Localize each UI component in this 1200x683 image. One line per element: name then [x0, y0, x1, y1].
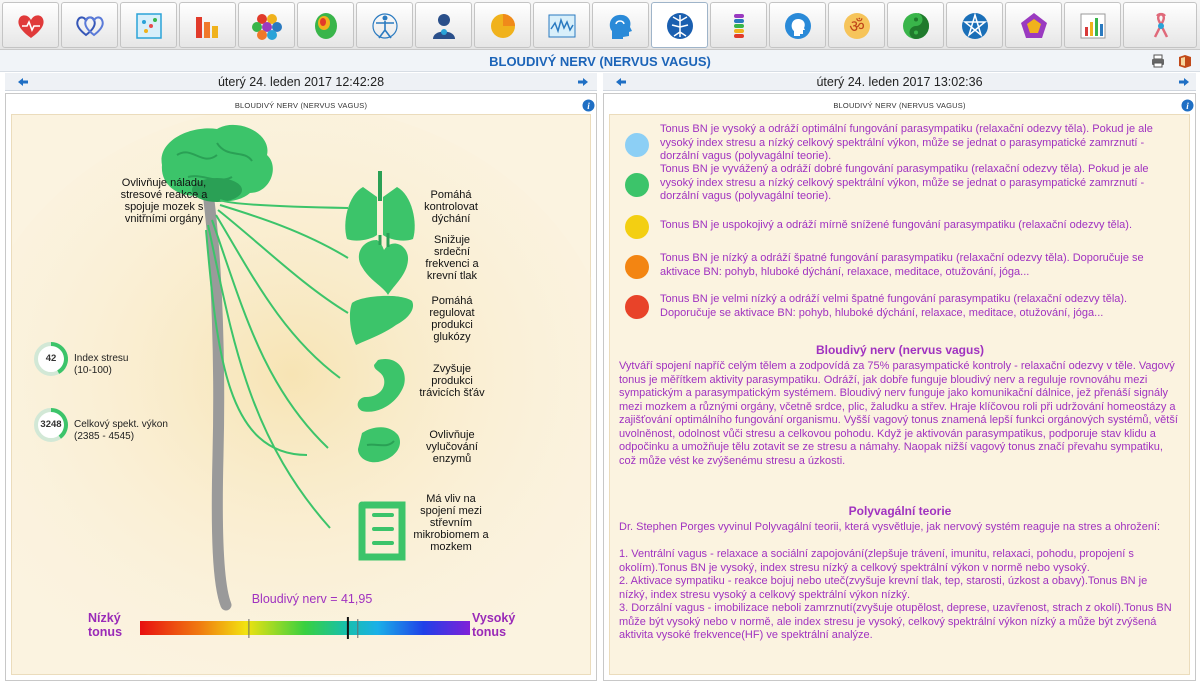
svg-text:i: i [587, 101, 590, 111]
brain-label: Ovlivňuje náladu, stresové reakce a spojuje mozek s vnitřními orgány [120, 177, 208, 225]
toolbar-button-om[interactable] [828, 2, 885, 48]
toolbar-button-yin-yang[interactable] [887, 2, 944, 48]
nerve-network-icon [665, 11, 695, 41]
yin-yang-icon [901, 11, 931, 41]
section-title-vagus: Bloudivý nerv (nervus vagus) [815, 343, 985, 357]
person-icon [429, 11, 459, 41]
toolbar-button-small-bars[interactable] [1064, 2, 1121, 48]
grid-chart-icon [134, 11, 164, 41]
section-text-vagus: Vytváří spojení napříč celým tělem a zodpovídá za 75% parasympatické kontroly - relaxační odezvy v těle. Vagový tonus je měřítkem aktivity parasympatiku. Odráží, jak dobře funguje bloudivý nerv a reguluje rovnováhu mezi sympatickým a parasympatickým systémem. Bloudivý nerv funguje jako komunikační dálnice, jež přenáší signály mezi mozkem a různými orgány, včetně srdce, plic, žaludku a střev. Hraje klíčovou roli při udržování homeostázy a zajišťování optimálního fungování organismu. Vyšší vagový tonus znamená lepší funkci orgánových systémů, větší uvolněnost, odolnost vůči stresu a celkovou pohodu. Když je aktivován parasympatikus, podporuje stav klidu a odpočinku a umožňuje tělu zotavit se ze stresu a námahy. Naopak nižší vagový tonus značí převahu sympatiku, což může vést ke zvýšenému stresu a úzkosti. [619, 360, 1178, 467]
toolbar-button-chakra-column[interactable] [710, 2, 767, 48]
polyvagal-line: Dr. Stephen Porges vyvinul Polyvagální teorii, která vysvětluje, jak nervový systém reaguje na stres a ohrožení: [619, 521, 1161, 533]
polyvagal-line: 3. Dorzální vagus - imobilizace neboli zamrznutí(zvyšuje otupělost, deprese, uzavřenost, strach z okolí).Tonus BN může být vysoký nebo v normě, ale index stresu je vysoký, celkový spektrální výkon nízký a může být zvýšená aktivita vysoké frekvence(HF) ve spektrální analýze. [619, 602, 1172, 641]
toolbar-button-head-thought[interactable] [592, 2, 649, 48]
stress-range: (10-100) [74, 365, 112, 376]
organ-label-pancreas: Ovlivňuje vylučování enzymů [426, 429, 478, 465]
pie-chart-icon [488, 11, 518, 41]
level-text-4: Tonus BN je nízký a odráží špatné fungování parasympatiku (relaxační odezvy těla). Doporučuje se aktivace BN: pohyb, hluboké dýchání, relaxace, meditace, otužování, jóga... [660, 252, 1144, 278]
next-right-arrow-icon[interactable] [1178, 76, 1190, 88]
head-thought-icon [606, 11, 636, 41]
organ-label-liver: Pomáhá regulovat produkci glukózy [429, 295, 475, 343]
left-panel [5, 93, 597, 681]
title-bar [0, 50, 1200, 72]
level-dot-green [625, 173, 649, 197]
toolbar-button-waveform[interactable] [533, 2, 590, 48]
tonus-scale [140, 621, 470, 635]
polyvagal-line: 1. Ventrální vagus - relaxace a sociální zapojování(zlepšuje trávení, imunitu, relaxaci, pohodu, propojení s okolím).Tonus BN je vysoký, index stresu nízký a celkový spektrální výkon v normě nebo vysoký. [619, 548, 1134, 574]
bar-chart-icon [193, 11, 223, 41]
organ-label-stomach: Zvyšuje produkci trávicích šťáv [419, 363, 485, 399]
toolbar [0, 0, 1200, 50]
vitruvian-man-icon [370, 11, 400, 41]
toolbar-button-head-profile[interactable] [769, 2, 826, 48]
left-panel-title: BLOUDIVÝ NERV (NERVUS VAGUS) [234, 101, 368, 110]
svg-text:ॐ: ॐ [849, 17, 865, 37]
left-panel-header [6, 94, 596, 114]
right-panel-body [609, 114, 1190, 675]
small-bars-icon [1078, 11, 1108, 41]
level-dot-light-blue [625, 133, 649, 157]
toolbar-button-person[interactable] [415, 2, 472, 48]
level-dot-red [625, 295, 649, 319]
left-date: úterý 24. leden 2017 12:42:28 [217, 75, 385, 89]
toolbar-button-hearts[interactable] [61, 2, 118, 48]
chakra-column-icon [724, 11, 754, 41]
toolbar-button-pentagon[interactable] [1005, 2, 1062, 48]
left-date-bar [5, 73, 597, 91]
level-text-5: Tonus BN je velmi nízký a odráží velmi špatné fungování parasympatiku (relaxační odezvy těla). Doporučuje se aktivace BN: pohyb, hluboké dýchání, relaxace, meditace, otužování, jóga... [660, 293, 1128, 319]
toolbar-button-pentagram[interactable] [946, 2, 1003, 48]
level-text-2: Tonus BN je vyvážený a odráží dobré fungování parasympatiku (relaxační odezvy těla). Pokud je ale vysoký index stresu a nízký celkový spektrální výkon, může se jednat o parasympatické zamrznutí - dorzální vagus (polyvagální teorie). [660, 163, 1149, 202]
level-text-1: Tonus BN je vysoký a odráží optimální fungování parasympatiku (relaxační odezvy těla). Pokud je ale vysoký index stresu a nízký celkový spektrální výkon, může se jednat o parasympatické zamrznutí - dorzální vagus (polyvagální teorie). [660, 123, 1153, 162]
level-text-3: Tonus BN je uspokojivý a odráží mírně snížené fungování parasympatiku (relaxační odezvy těla). [660, 219, 1133, 231]
next-left-arrow-icon[interactable] [577, 76, 589, 88]
ribbon-person-icon [1146, 11, 1176, 41]
pentagon-icon [1019, 11, 1049, 41]
svg-text:i: i [1186, 101, 1189, 111]
organ-label-lungs: Pomáhá kontrolovat dýchání [424, 189, 478, 225]
vagus-value: Bloudivý nerv = 41,95 [251, 592, 373, 606]
scale-low-label: Nízký tonus [88, 611, 123, 639]
section-title-polyvagal: Polyvagální teorie [848, 504, 952, 518]
toolbar-button-vitruvian[interactable] [356, 2, 413, 48]
toolbar-button-hexagons[interactable] [238, 2, 295, 48]
power-label: Celkový spekt. výkon [74, 419, 168, 430]
book-icon[interactable] [1177, 53, 1193, 69]
organ-label-intestines: Má vliv na spojení mezi střevním mikrobiomem a mozkem [413, 493, 489, 553]
left-panel-body [11, 114, 591, 675]
pentagram-icon [960, 11, 990, 41]
toolbar-button-bars[interactable] [179, 2, 236, 48]
page-title: BLOUDIVÝ NERV (NERVUS VAGUS) [489, 54, 711, 69]
toolbar-button-heart[interactable] [2, 2, 59, 48]
hexagons-icon [252, 11, 282, 41]
toolbar-button-pie[interactable] [474, 2, 531, 48]
head-profile-icon [783, 11, 813, 41]
waveform-icon [547, 11, 577, 41]
right-date-bar [603, 73, 1196, 91]
stress-label: Index stresu [74, 353, 129, 364]
toolbar-button-ribbon-person[interactable] [1123, 2, 1197, 48]
info-icon[interactable] [582, 99, 595, 112]
scale-high-label: Vysoký tonus [472, 611, 516, 639]
organ-label-heart: Snižuje srdeční frekvenci a krevní tlak [425, 234, 479, 282]
right-date: úterý 24. leden 2017 13:02:36 [816, 75, 983, 89]
right-panel [603, 93, 1196, 681]
toolbar-button-brain-map[interactable] [297, 2, 354, 48]
toolbar-button-nerve[interactable] [651, 2, 708, 48]
hearts-icon [75, 11, 105, 41]
power-value: 3248 [40, 419, 62, 430]
polyvagal-line: 2. Aktivace sympatiku - reakce bojuj nebo uteč(zvyšuje krevní tlak, tep, starosti, úzkost a obavy).Tonus BN je nízký, index stresu vysoký a celkový spektrální výkon nízký. [619, 575, 1148, 601]
toolbar-button-grid[interactable] [120, 2, 177, 48]
right-panel-header [604, 94, 1195, 114]
printer-icon[interactable] [1150, 53, 1166, 69]
stress-value: 42 [45, 353, 57, 364]
power-range: (2385 - 4545) [74, 431, 135, 442]
right-panel-title: BLOUDIVÝ NERV (NERVUS VAGUS) [833, 101, 966, 110]
info-icon[interactable] [1181, 99, 1194, 112]
heart-icon [16, 11, 46, 41]
level-dot-yellow [625, 215, 649, 239]
brain-map-icon [311, 11, 341, 41]
level-dot-orange [625, 255, 649, 279]
om-icon [842, 11, 872, 41]
